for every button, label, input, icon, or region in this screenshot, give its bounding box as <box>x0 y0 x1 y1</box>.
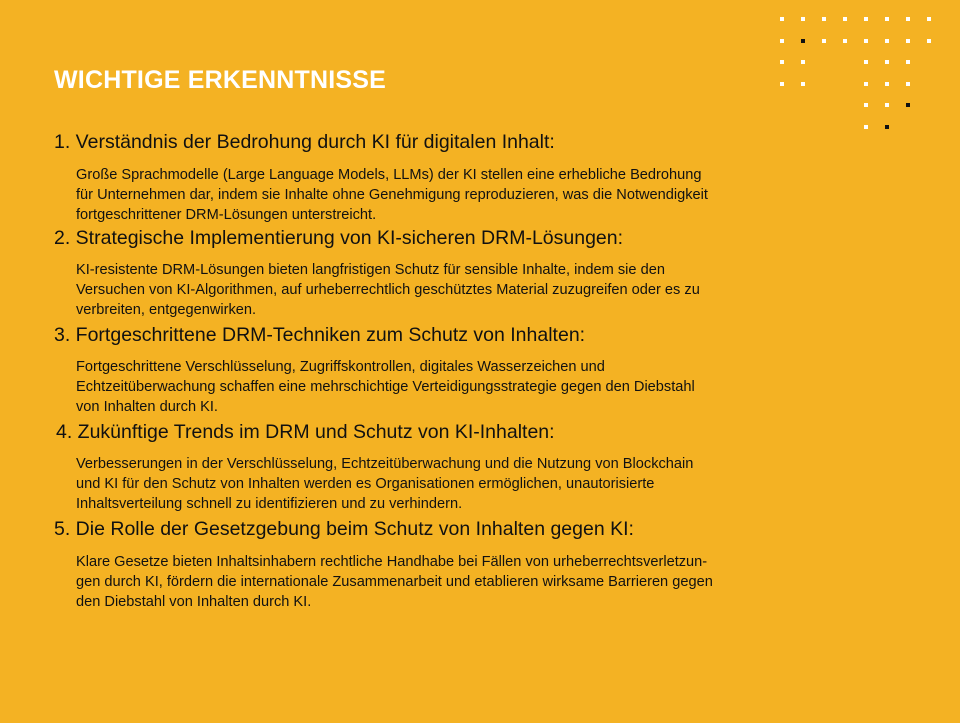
decorative-dot <box>906 60 910 64</box>
decorative-dot <box>864 39 868 43</box>
decorative-dot <box>801 17 805 21</box>
decorative-dot <box>864 103 868 107</box>
decorative-dot <box>906 39 910 43</box>
item-line: von Inhalten durch KI. <box>76 399 218 415</box>
decorative-dot <box>822 39 826 43</box>
item-line: Klare Gesetze bieten Inhaltsinhabern rechtliche Handhabe bei Fällen von urheberrechtsverletzun- <box>76 554 708 570</box>
decorative-dot <box>885 125 889 129</box>
decorative-dot <box>843 17 847 21</box>
item-body <box>76 260 916 320</box>
decorative-dot <box>885 60 889 64</box>
decorative-dot <box>864 60 868 64</box>
decorative-dot <box>864 82 868 86</box>
decorative-dot <box>801 82 805 86</box>
item-title: 5. Die Rolle der Gesetzgebung beim Schutz von Inhalten gegen KI: <box>54 518 634 540</box>
item-body <box>76 454 916 514</box>
item-line: fortgeschrittener DRM-Lösungen unterstreicht. <box>76 207 377 223</box>
item-line: Verbesserungen in der Verschlüsselung, Echtzeitüberwachung und die Nutzung von Blockchain <box>76 456 694 472</box>
item-line: Inhaltsverteilung schnell zu identifizieren und zu verhindern. <box>76 496 463 512</box>
item-line: und KI für den Schutz von Inhalten werden es Organisationen ermöglichen, unautorisierte <box>76 476 655 492</box>
item-line: Große Sprachmodelle (Large Language Models, LLMs) der KI stellen eine erhebliche Bedrohung <box>76 167 702 183</box>
decorative-dot <box>864 125 868 129</box>
page-heading: WICHTIGE ERKENNTNISSE <box>54 66 386 94</box>
decorative-dot <box>885 17 889 21</box>
decorative-dot <box>885 82 889 86</box>
decorative-dot <box>885 39 889 43</box>
item-body <box>76 357 916 417</box>
item-line: KI-resistente DRM-Lösungen bieten langfristigen Schutz für sensible Inhalte, indem sie den <box>76 262 665 278</box>
decorative-dot <box>780 17 784 21</box>
decorative-dot <box>780 39 784 43</box>
decorative-dot <box>780 82 784 86</box>
item-line: gen durch KI, fördern die internationale Zusammenarbeit und etablieren wirksame Barrieren gegen <box>76 574 713 590</box>
decorative-dot <box>927 17 931 21</box>
item-body <box>76 165 916 225</box>
item-line: für Unternehmen dar, indem sie Inhalte ohne Genehmigung reproduzieren, was die Notwendigkeit <box>76 187 708 203</box>
item-title: 1. Verständnis der Bedrohung durch KI für digitalen Inhalt: <box>54 131 555 153</box>
item-line: Fortgeschrittene Verschlüsselung, Zugriffskontrollen, digitales Wasserzeichen und <box>76 359 605 375</box>
decorative-dot <box>885 103 889 107</box>
decorative-dot <box>864 17 868 21</box>
decorative-dot <box>927 39 931 43</box>
item-body <box>76 552 916 612</box>
item-line: Echtzeitüberwachung schaffen eine mehrschichtige Verteidigungsstrategie gegen den Diebstahl <box>76 379 695 395</box>
decorative-dot <box>780 60 784 64</box>
decorative-dot <box>801 60 805 64</box>
item-title: 3. Fortgeschrittene DRM-Techniken zum Schutz von Inhalten: <box>54 324 586 346</box>
item-line: verbreiten, entgegenwirken. <box>76 302 257 318</box>
decorative-dot <box>801 39 805 43</box>
item-title: 4. Zukünftige Trends im DRM und Schutz von KI-Inhalten: <box>56 421 555 443</box>
decorative-dot <box>906 17 910 21</box>
decorative-dot <box>906 103 910 107</box>
decorative-dot <box>906 82 910 86</box>
decorative-dot <box>822 17 826 21</box>
item-line: den Diebstahl von Inhalten durch KI. <box>76 594 312 610</box>
decorative-dot <box>843 39 847 43</box>
item-line: Versuchen von KI-Algorithmen, auf urheberrechtlich geschütztes Material zuzugreifen oder es zu <box>76 282 700 298</box>
item-title: 2. Strategische Implementierung von KI-sicheren DRM-Lösungen: <box>54 227 624 249</box>
